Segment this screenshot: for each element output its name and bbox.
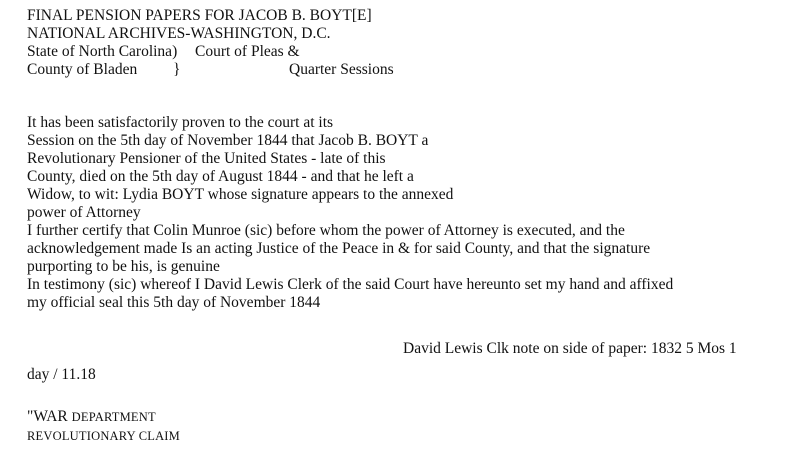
body-line: my official seal this 5th day of November 1844 [27,294,321,311]
body-line: County, died on the 5th day of August 1844 - and that he left a [27,168,414,185]
body-line: In testimony (sic) whereof I David Lewis Clerk of the said Court have hereunto set my hand and affixed [27,276,674,293]
header-archives: NATIONAL ARCHIVES-WASHINGTON, D.C. [27,25,331,42]
body-line: acknowledgement made Is an acting Justice of the Peace in & for said County, and that the signature [27,240,651,257]
body-line: I further certify that Colin Munroe (sic) before whom the power of Attorney is executed, and the [27,222,625,239]
county-label: County of Bladen [27,61,138,78]
body-line: Session on the 5th day of November 1844 that Jacob B. BOYT a [27,132,429,149]
body-line: Revolutionary Pensioner of the United States - late of this [27,150,386,167]
sessions-label: Quarter Sessions [289,61,394,78]
brace-mark: } [173,61,181,78]
state-label: State of North Carolina) [27,43,178,60]
signature-continuation: day / 11.18 [27,366,96,383]
court-label: Court of Pleas & [195,43,300,60]
war-prefix: "WAR [27,408,72,425]
department-word: DEPARTMENT [71,410,156,424]
revolutionary-claim-heading: REVOLUTIONARY CLAIM [27,429,180,443]
clerk-signature-note: David Lewis Clk note on side of paper: 1832 5 Mos 1 [403,340,737,357]
body-line: power of Attorney [27,204,141,221]
war-department-heading [27,408,156,426]
header-title: FINAL PENSION PAPERS FOR JACOB B. BOYT[E] [27,7,372,24]
header-state-line [27,43,300,61]
body-line: Widow, to wit: Lydia BOYT whose signature appears to the annexed [27,186,454,203]
body-line: purporting to be his, is genuine [27,258,220,275]
header-county-line [27,61,394,79]
body-line: It has been satisfactorily proven to the court at its [27,114,334,131]
